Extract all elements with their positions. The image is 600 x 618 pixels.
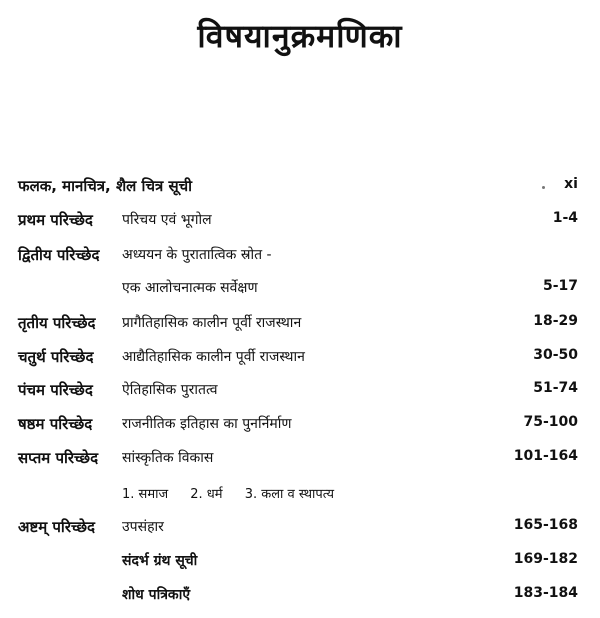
- toc-title: अध्ययन के पुरातात्विक स्रोत -: [122, 247, 272, 263]
- toc-title: सांस्कृतिक विकास: [122, 450, 214, 466]
- toc-subitem: 3. कला व स्थापत्य: [244, 487, 335, 502]
- toc-row-chapter-4: [0, 347, 600, 371]
- toc-page-ref: 183-184: [513, 585, 578, 601]
- toc-title: ऐतिहासिक पुरातत्व: [122, 382, 218, 398]
- toc-row-journals: [0, 585, 600, 609]
- toc-row-chapter-2: [0, 245, 600, 269]
- toc-page-ref: 101-164: [513, 448, 578, 464]
- toc-row-chapter-2-cont: [0, 278, 600, 302]
- toc-label: द्वितीय परिच्छेद: [18, 246, 100, 264]
- toc-label: षष्ठम परिच्छेद: [18, 415, 93, 433]
- toc-title: आद्यैतिहासिक कालीन पूर्वी राजस्थान: [122, 349, 305, 365]
- toc-page-ref: xi: [564, 176, 578, 192]
- toc-page-ref: 51-74: [533, 380, 578, 396]
- toc-row-chapter-1: [0, 210, 600, 234]
- toc-label: पंचम परिच्छेद: [18, 381, 93, 399]
- toc-subitem: 2. धर्म: [190, 487, 223, 502]
- toc-label: सप्तम परिच्छेद: [18, 449, 99, 467]
- toc-row-chapter-7: [0, 448, 600, 472]
- toc-page-ref: 18-29: [533, 313, 578, 329]
- toc-title: प्रागैतिहासिक कालीन पूर्वी राजस्थान: [122, 315, 302, 331]
- toc-subitem-list: [122, 484, 352, 502]
- toc-label: प्रथम परिच्छेद: [18, 211, 93, 229]
- toc-label: चतुर्थ परिच्छेद: [18, 348, 94, 366]
- toc-title: उपसंहार: [122, 519, 164, 535]
- toc-page-ref: 5-17: [542, 278, 578, 294]
- toc-row-plates: [0, 176, 600, 200]
- toc-label: फलक, मानचित्र, शैल चित्र सूची: [18, 177, 193, 195]
- toc-page-ref: 169-182: [513, 551, 578, 567]
- page-title: विषयानुक्रमणिका: [197, 17, 403, 55]
- toc-row-chapter-6: [0, 414, 600, 438]
- toc-page-ref: 30-50: [533, 347, 578, 363]
- toc-label: अष्टम् परिच्छेद: [18, 518, 95, 536]
- toc-row-chapter-3: [0, 313, 600, 337]
- toc-label: तृतीय परिच्छेद: [18, 314, 96, 332]
- toc-title: परिचय एवं भूगोल: [122, 212, 212, 228]
- toc-row-bibliography: [0, 551, 600, 575]
- toc-subitem: 1. समाज: [122, 487, 169, 502]
- toc-row-chapter-8: [0, 517, 600, 541]
- toc-title: राजनीतिक इतिहास का पुनर्निर्माण: [122, 416, 292, 432]
- toc-page-ref: 1-4: [552, 210, 578, 226]
- toc-page-ref: 75-100: [523, 414, 578, 430]
- toc-row-chapter-5: [0, 380, 600, 404]
- toc-subitems: [0, 484, 600, 508]
- toc-title: एक आलोचनात्मक सर्वेक्षण: [122, 280, 258, 296]
- toc-title: संदर्भ ग्रंथ सूची: [122, 553, 198, 569]
- toc-title: शोध पत्रिकाएँ: [122, 587, 191, 603]
- toc-page-ref: 165-168: [513, 517, 578, 533]
